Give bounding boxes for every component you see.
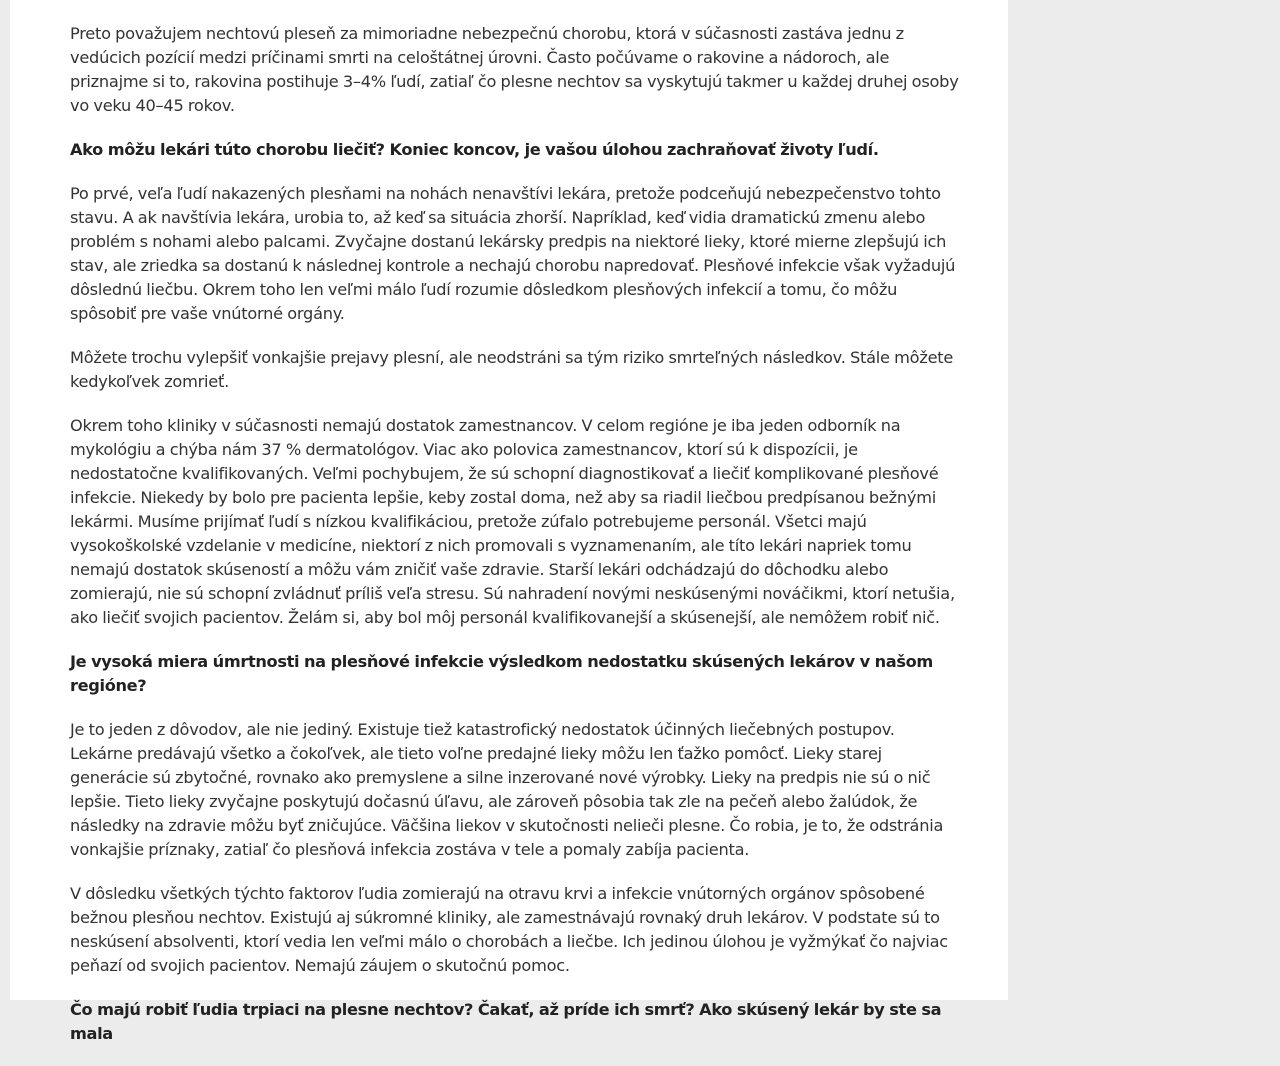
article-paragraph: Môžete trochu vylepšiť vonkajšie prejavy plesní, ale neodstráni sa tým riziko smrteľných následkov. Stále môžete kedykoľvek zomrieť. (70, 348, 954, 391)
article-paragraph: Po prvé, veľa ľudí nakazených plesňami na nohách nenavštívi lekára, pretože podceňujú nebezpečenstvo tohto stavu. A ak navštívia lekára, urobia to, až keď sa situácia zhorší. Napríklad, keď vidia dramatickú zmenu alebo problém s nohami alebo palcami. Zvyčajne dostanú lekársky predpis na niektoré lieky, ktoré mierne zlepšujú ich stav, ale zriedka sa dostanú k následnej kontrole a nechajú chorobu napredovať. Plesňové infekcie však vyžadujú dôslednú liečbu. Okrem toho len veľmi málo ľudí rozumie dôsledkom plesňových infekcií a tomu, čo môžu spôsobiť pre vaše vnútorné orgány. (70, 184, 956, 323)
interview-question: Čo majú robiť ľudia trpiaci na plesne nechtov? Čakať, až príde ich smrť? Ako skúsený lekár by ste sa mala (70, 1000, 942, 1043)
interview-question: Je vysoká miera úmrtnosti na plesňové infekcie výsledkom nedostatku skúsených lekárov v našom regióne? (70, 652, 933, 695)
article-paragraph (70, 0, 960, 2)
interview-question: Ako môžu lekári túto chorobu liečiť? Koniec koncov, je vašou úlohou zachraňovať životy ľudí. (70, 140, 879, 159)
article-paragraph: Je to jeden z dôvodov, ale nie jediný. Existuje tiež katastrofický nedostatok účinných liečebných postupov. Lekárne predávajú všetko a čokoľvek, ale tieto voľne predajné lieky môžu len ťažko pomôcť. Lieky starej generácie sú zbytočné, rovnako ako premyslene a silne inzerované nové výrobky. Lieky na predpis nie sú o nič lepšie. Tieto lieky zvyčajne poskytujú dočasnú úľavu, ale zároveň pôsobia tak zle na pečeň alebo žalúdok, že následky na zdravie môžu byť zničujúce. Väčšina liekov v skutočnosti nelieči plesne. Čo robia, je to, že odstránia vonkajšie príznaky, zatiaľ čo plesňová infekcia zostáva v tele a pomaly zabíja pacienta. (70, 720, 944, 859)
article-paragraph: V dôsledku všetkých týchto faktorov ľudia zomierajú na otravu krvi a infekcie vnútorných orgánov spôsobené bežnou plesňou nechtov. Existujú aj súkromné kliniky, ale zamestnávajú rovnaký druh lekárov. V podstate sú to neskúsení absolventi, ktorí vedia len veľmi málo o chorobách a liečbe. Ich jedinou úlohou je vyžmýkať čo najviac peňazí od svojich pacientov. Nemajú záujem o skutočnú pomoc. (70, 884, 948, 975)
content-page (10, 0, 1008, 1043)
article-paragraph: Okrem toho kliniky v súčasnosti nemajú dostatok zamestnancov. V celom regióne je iba jeden odborník na mykológiu a chýba nám 37 % dermatológov. Viac ako polovica zamestnancov, ktorí sú k dispozícii, je nedostatočne kvalifikovaných. Veľmi pochybujem, že sú schopní diagnostikovať a liečiť komplikované plesňové infekcie. Niekedy by bolo pre pacienta lepšie, keby zostal doma, než aby sa riadil liečbou predpísanou bežnými lekármi. Musíme prijímať ľudí s nízkou kvalifikáciou, pretože zúfalo potrebujeme personál. Všetci majú vysokoškolské vzdelanie v medicíne, niektorí z nich promovali s vyznamenaním, ale títo lekári napriek tomu nemajú dostatok skúseností a môžu vám zničiť vaše zdravie. Starší lekári odchádzajú do dôchodku alebo zomierajú, nie sú schopní zvládnuť príliš veľa stresu. Sú nahradení novými neskúsenými nováčikmi, ktorí netušia, ako liečiť svojich pacientov. Želám si, aby bol môj personál kvalifikovanejší a skúsenejší, ale nemôžem robiť nič. (70, 416, 955, 627)
article-paragraph: Preto považujem nechtovú pleseň za mimoriadne nebezpečnú chorobu, ktorá v súčasnosti zastáva jednu z vedúcich pozícií medzi príčinami smrti na celoštátnej úrovni. Často počúvame o rakovine a nádoroch, ale priznajme si to, rakovina postihuje 3–4% ľudí, zatiaľ čo plesne nechtov sa vyskytujú takmer u každej druhej osoby vo veku 40–45 rokov. (70, 24, 959, 115)
article-body (70, 0, 960, 1066)
